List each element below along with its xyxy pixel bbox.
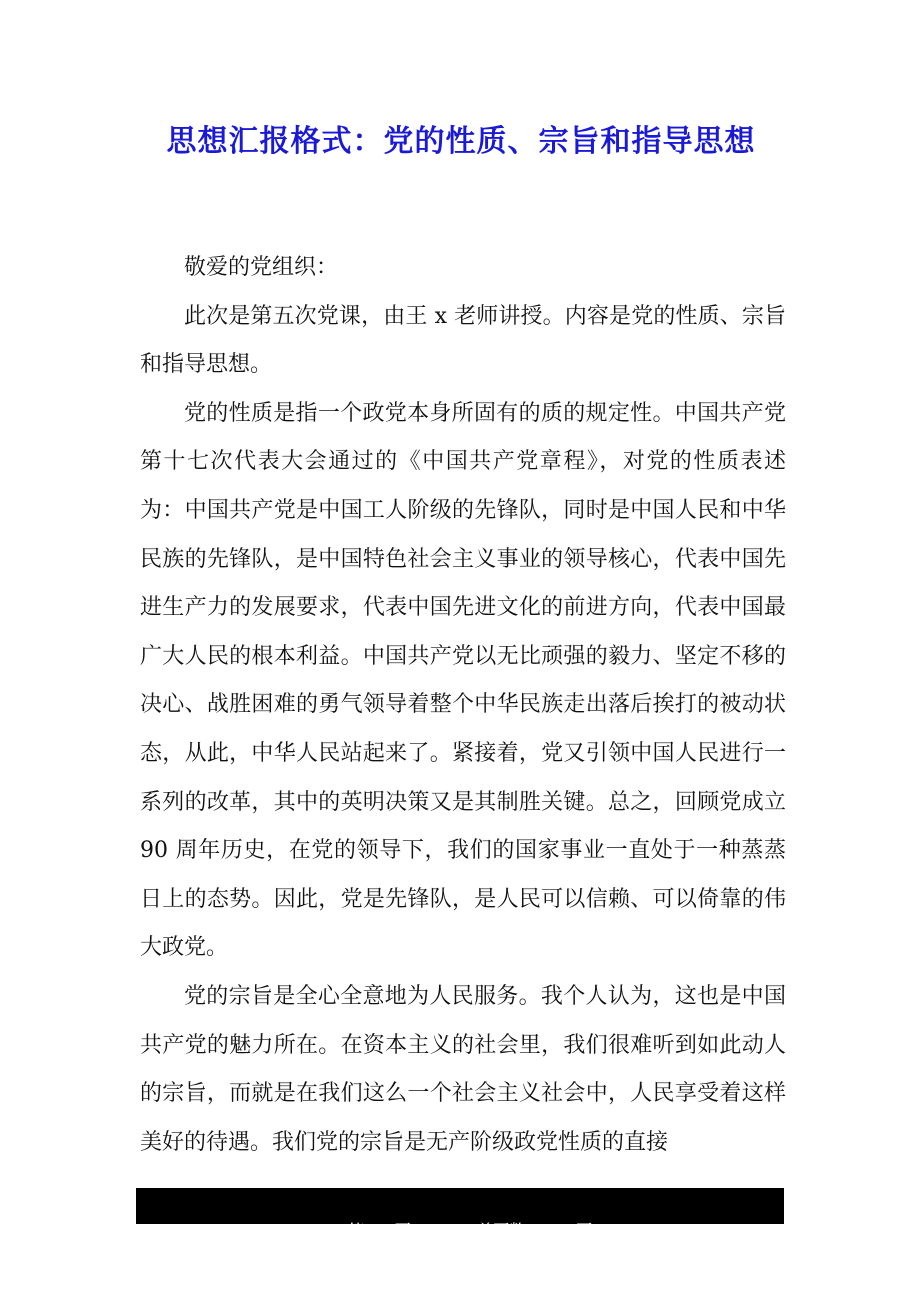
paragraph-nature: 党的性质是指一个政党本身所固有的质的规定性。中国共产党第十七次代表大会通过的《中国共产党章程》，对党的性质表述为：中国共产党是中国工人阶级的先锋队，同时是中国人民和中华民族的先锋队，是中国特色社会主义事业的领导核心，代表中国先进生产力的发展要求，代表中国先进文化的前进方向，代表中国最广大人民的根本利益。中国共产党以无比顽强的毅力、坚定不移的决心、战胜困难的勇气领导着整个中华民族走出落后挨打的被动状态，从此，中华人民站起来了。紧接着，党又引领中国人民进行一系列的改革，其中的英明决策又是其制胜关键。总之，回顾党成立 90 周年历史，在党的领导下，我们的国家事业一直处于一种蒸蒸日上的态势。因此，党是先锋队，是人民可以信赖、可以倚靠的伟大政党。 (140, 400, 786, 961)
document-title: 思想汇报格式：党的性质、宗旨和指导思想 (166, 124, 756, 159)
paragraph-purpose: 党的宗旨是全心全意地为人民服务。我个人认为，这也是中国共产党的魅力所在。在资本主义的社会里，我们很难听到如此动人的宗旨，而就是在我们这么一个社会主义社会中，人民享受着这样美好的待遇。我们党的宗旨是无产阶级政党性质的直接 (140, 983, 786, 1155)
page-footer (136, 1188, 784, 1240)
page-number-text: 第 1 页 / 总页数 25 页 (348, 1221, 593, 1240)
salutation: 敬爱的党组织： (184, 255, 339, 280)
paragraph-intro: 此次是第五次党课，由王 x 老师讲授。内容是党的性质、宗旨和指导思想。 (140, 303, 786, 378)
document-body (140, 244, 786, 1167)
